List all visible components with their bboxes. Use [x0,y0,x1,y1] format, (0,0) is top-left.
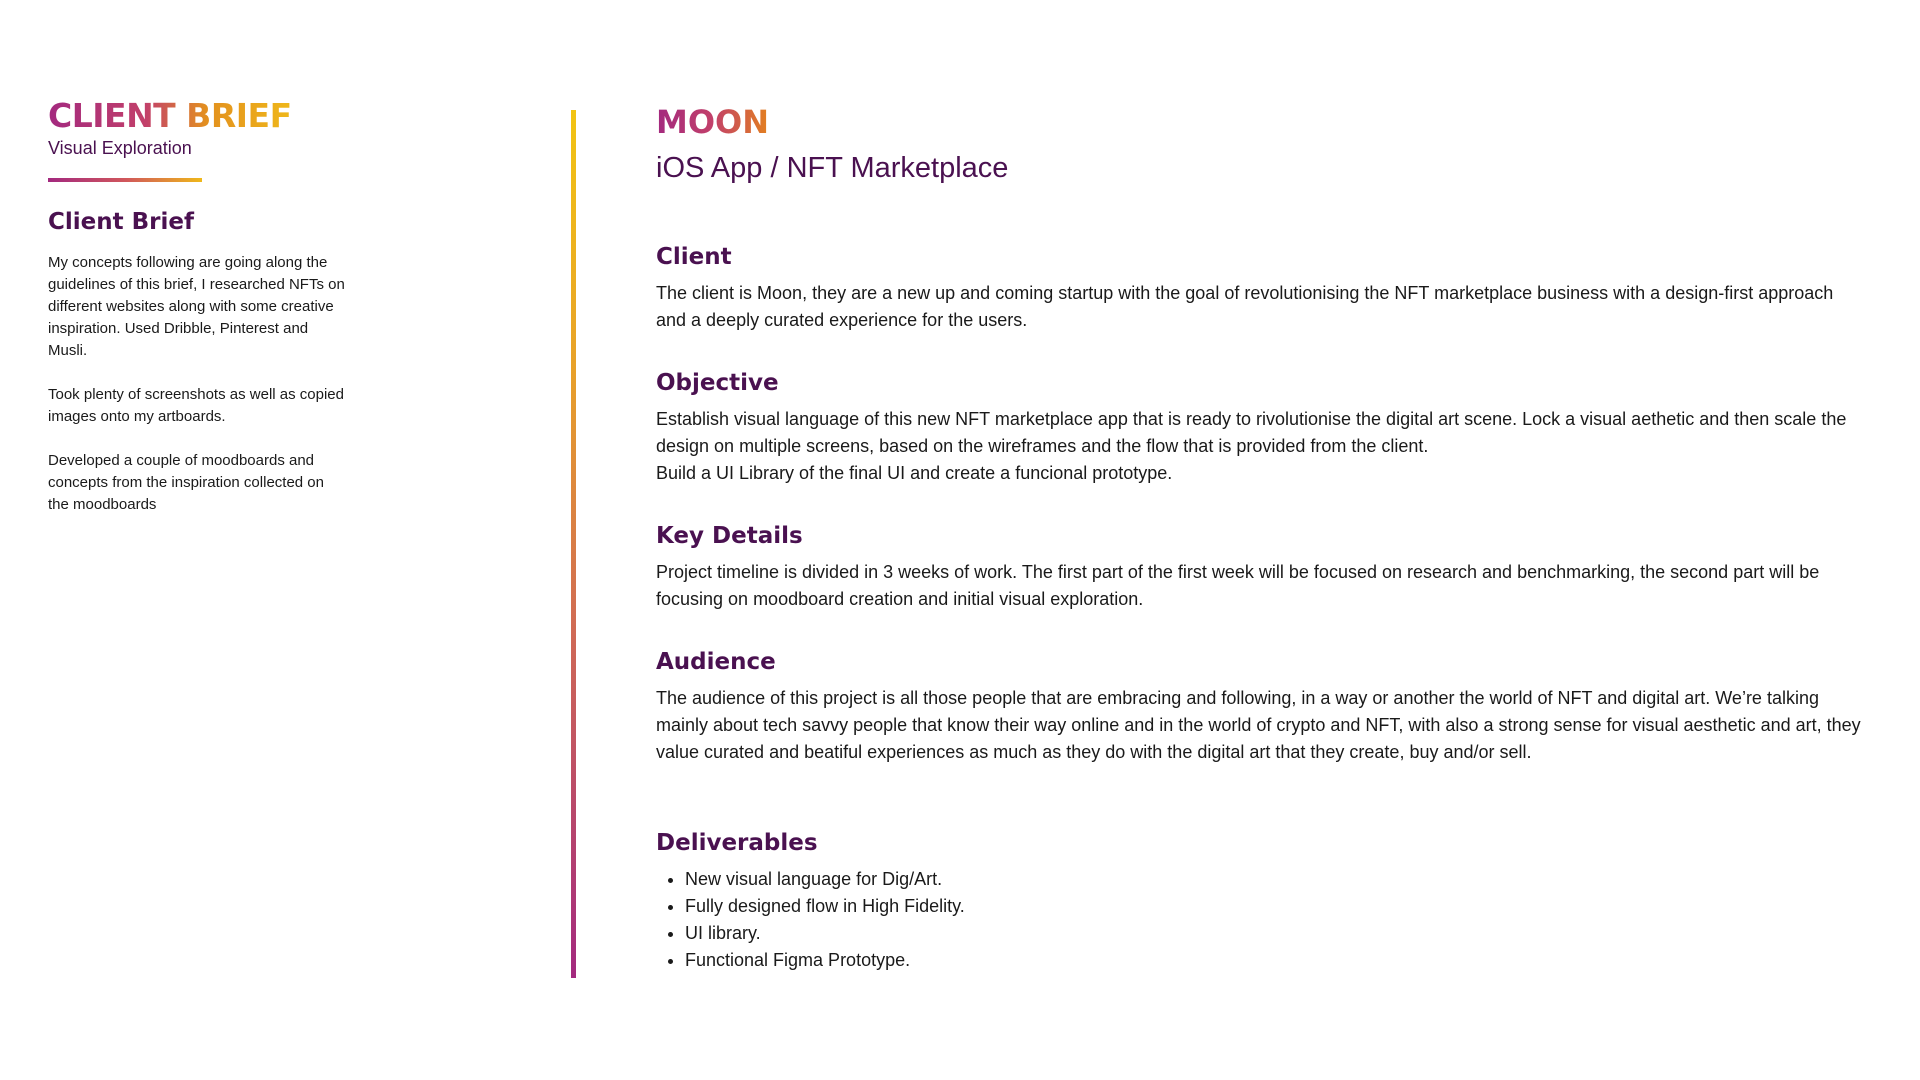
deliverables-list [656,866,1866,974]
brief-subtitle: Visual Exploration [48,138,192,158]
right-panel [656,100,1866,974]
section-text: Establish visual language of this new NFT marketplace app that is ready to rivolutionise the digital art scene. Lock a visual aethetic and then scale the design on multiple screens, based on the wireframes and the flow that is provided from the client. [656,409,1847,456]
left-paragraph: My concepts following are going along the guidelines of this brief, I researched NFTs on different websites along with some creative inspiration. Used Dribble, Pinterest and Musli. [48,254,345,359]
section-heading: Deliverables [656,830,818,856]
section-text: Project timeline is divided in 3 weeks of work. The first part of the first week will be focused on research and benchmarking, the second part will be focusing on moodboard creation and initial visual exploration. [656,562,1820,609]
list-item: • New visual language for Dig/Art. [685,866,1866,893]
gradient-divider [571,110,576,978]
section-deliverables [656,828,1866,974]
left-paragraph: Developed a couple of moodboards and concepts from the inspiration collected on the moodboards [48,452,324,513]
section-text: Build a UI Library of the final UI and create a funcional prototype. [656,463,1173,483]
section-key-details [656,521,1866,613]
section-heading: Client [656,244,732,270]
list-item: • Fully designed flow in High Fidelity. [685,893,1866,920]
section-client [656,242,1866,334]
gradient-underline [48,178,202,182]
section-body [656,280,1866,334]
left-paragraph: Took plenty of screenshots as well as copied images onto my artboards. [48,386,344,425]
section-body [656,406,1866,487]
list-item: • UI library. [685,920,1866,947]
section-body [656,685,1866,766]
list-item: • Functional Figma Prototype. [685,947,1866,974]
left-body [48,252,348,516]
section-text: The audience of this project is all those people that are embracing and following, in a way or another the world of NFT and digital art. We’re talking mainly about tech savvy people that know their way online and in the world of crypto and NFT, with also a strong sense for visual aesthetic and art, they value curated and beatiful experiences as much as they do with the digital art that they create, buy and/or sell. [656,688,1861,762]
project-title: MOON [656,100,769,144]
left-panel [48,96,348,538]
section-audience [656,647,1866,766]
section-objective [656,368,1866,487]
section-heading: Key Details [656,523,803,549]
section-heading: Objective [656,370,779,396]
project-subtitle: iOS App / NFT Marketplace [656,152,1009,184]
section-heading: Audience [656,649,776,675]
brief-title: CLIENT BRIEF [48,96,292,135]
section-text: The client is Moon, they are a new up and coming startup with the goal of revolutionising the NFT marketplace business with a design-first approach and a deeply curated experience for the users. [656,283,1834,330]
section-body [656,559,1866,613]
left-heading: Client Brief [48,209,194,235]
